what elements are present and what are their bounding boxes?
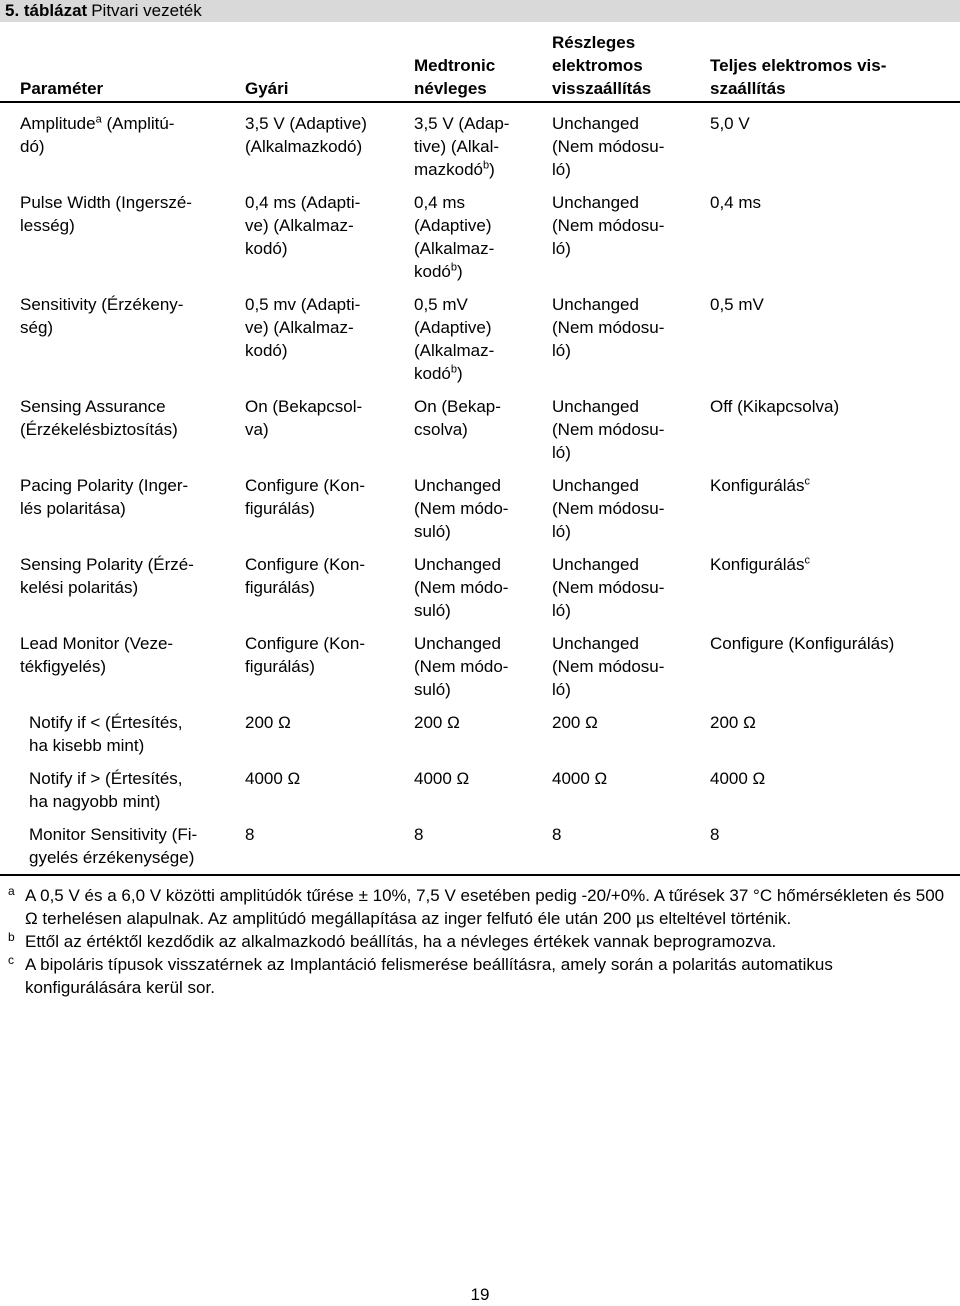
- header-partial-reset: Részleges elektromos visszaállítás: [552, 33, 652, 98]
- row-notify-low-param: Notify if < (Értesítés, ha kisebb mint): [29, 713, 183, 755]
- row-notify-low-factory: 200 Ω: [245, 713, 291, 732]
- row-notify-high-param: Notify if > (Értesítés, ha nagyobb mint): [29, 769, 183, 811]
- row-sensitivity-param: Sensitivity (Érzékeny- ség): [20, 295, 184, 337]
- row-sensing-assurance-partial: Unchanged (Nem módosu- ló): [552, 397, 665, 462]
- row-pulse-width-param: Pulse Width (Ingerszé- lesség): [20, 193, 192, 235]
- row-pulse-width-factory: 0,4 ms (Adapti- ve) (Alkalmaz- kodó): [245, 193, 361, 258]
- table-bottom-rule: [0, 874, 960, 876]
- footnote-b: [8, 930, 953, 953]
- row-pulse-width-partial: Unchanged (Nem módosu- ló): [552, 193, 665, 258]
- row-pacing-polarity-full: Konfigurálás$^c$: [710, 475, 811, 495]
- header-parameter: Paraméter: [20, 79, 104, 98]
- row-sensitivity-full: 0,5 mV: [710, 295, 764, 314]
- row-lead-monitor-param: Lead Monitor (Veze- tékfigyelés): [20, 634, 174, 676]
- header-full-reset: Teljes elektromos vis- szaállítás: [710, 56, 887, 98]
- row-sensitivity-partial: Unchanged (Nem módosu- ló): [552, 295, 665, 360]
- footnote-mark: b: [8, 930, 15, 944]
- row-notify-high-nominal: 4000 Ω: [414, 769, 470, 788]
- row-lead-monitor-partial: Unchanged (Nem módosu- ló): [552, 634, 665, 699]
- row-pacing-polarity-partial: Unchanged (Nem módosu- ló): [552, 476, 665, 541]
- row-lead-monitor-factory: Configure (Kon- figurálás): [245, 634, 366, 676]
- row-pacing-polarity-factory: Configure (Kon- figurálás): [245, 476, 366, 518]
- row-sensing-polarity-nominal: Unchanged (Nem módo- suló): [414, 555, 509, 620]
- footnote-text: A 0,5 V és a 6,0 V közötti amplitúdók tűrése ± 10%, 7,5 V esetében pedig -20/+0%. A tűrések 37 °C hőmérsékleten és 500 Ω terhelésen alapulnak. Az amplitúdó megállapítása az inger felfutó éle után 200 µs elteltével történik.: [25, 886, 945, 928]
- row-notify-low-partial: 200 Ω: [552, 713, 598, 732]
- row-amplitude-factory: 3,5 V (Adaptive) (Alkalmazkodó): [245, 114, 367, 156]
- row-lead-monitor-full: Configure (Konfigurálás): [710, 634, 895, 653]
- header-factory: Gyári: [245, 79, 289, 98]
- row-sensing-assurance-full: Off (Kikapcsolva): [710, 397, 840, 416]
- row-monitor-sensitivity-partial: 8: [552, 825, 562, 844]
- footnote-a: [8, 884, 953, 930]
- row-sensitivity-factory: 0,5 mv (Adapti- ve) (Alkalmaz- kodó): [245, 295, 361, 360]
- header-rule: [0, 101, 960, 103]
- row-amplitude-full: 5,0 V: [710, 114, 750, 133]
- footnote-mark: c: [8, 953, 14, 967]
- page-number: 19: [470, 1285, 490, 1304]
- row-monitor-sensitivity-nominal: 8: [414, 825, 424, 844]
- footnote-mark: a: [8, 884, 15, 898]
- row-lead-monitor-nominal: Unchanged (Nem módo- suló): [414, 634, 509, 699]
- row-sensing-polarity-param: Sensing Polarity (Érzé- kelési polaritás): [20, 555, 194, 597]
- row-sensing-polarity-factory: Configure (Kon- figurálás): [245, 555, 366, 597]
- row-amplitude-param: Amplitude$^a$ (Amplitú- dó): [20, 113, 175, 156]
- row-sensing-assurance-param: Sensing Assurance (Érzékelésbiztosítás): [20, 397, 178, 439]
- footnote-c: [8, 953, 953, 999]
- row-monitor-sensitivity-factory: 8: [245, 825, 255, 844]
- table-title: Pitvari vezeték: [91, 1, 202, 20]
- row-pulse-width-nominal: 0,4 ms (Adaptive) (Alkalmaz- kodó$^b$): [414, 193, 495, 281]
- row-monitor-sensitivity-full: 8: [710, 825, 720, 844]
- header-nominal: Medtronic névleges: [414, 56, 496, 98]
- row-sensing-polarity-partial: Unchanged (Nem módosu- ló): [552, 555, 665, 620]
- row-pacing-polarity-param: Pacing Polarity (Inger- lés polaritása): [20, 476, 189, 518]
- row-notify-high-full: 4000 Ω: [710, 769, 766, 788]
- row-amplitude-partial: Unchanged (Nem módosu- ló): [552, 114, 665, 179]
- row-pulse-width-full: 0,4 ms: [710, 193, 762, 212]
- footnote-text: Ettől az értéktől kezdődik az alkalmazkodó beállítás, ha a névleges értékek vannak beprogramozva.: [25, 932, 777, 951]
- row-pacing-polarity-nominal: Unchanged (Nem módo- suló): [414, 476, 509, 541]
- row-sensing-polarity-full: Konfigurálás$^c$: [710, 554, 811, 574]
- row-sensing-assurance-factory: On (Bekapcsol- va): [245, 397, 363, 439]
- row-sensitivity-nominal: 0,5 mV (Adaptive) (Alkalmaz- kodó$^b$): [414, 295, 495, 383]
- table-number: 5. táblázat: [5, 1, 88, 20]
- row-monitor-sensitivity-param: Monitor Sensitivity (Fi- gyelés érzékenysége): [29, 825, 198, 867]
- footnote-text: A bipoláris típusok visszatérnek az Implantáció felismerése beállításra, amely során a polaritás automatikus konfigurálására kerül sor.: [25, 955, 833, 997]
- footnotes: [8, 884, 953, 999]
- row-amplitude-nominal: 3,5 V (Adap- tive) (Alkal- mazkodó$^b$): [414, 114, 510, 179]
- row-notify-high-partial: 4000 Ω: [552, 769, 608, 788]
- table-title-bar: [0, 0, 960, 22]
- row-notify-low-full: 200 Ω: [710, 713, 756, 732]
- row-sensing-assurance-nominal: On (Bekap- csolva): [414, 397, 501, 439]
- row-notify-low-nominal: 200 Ω: [414, 713, 460, 732]
- row-notify-high-factory: 4000 Ω: [245, 769, 301, 788]
